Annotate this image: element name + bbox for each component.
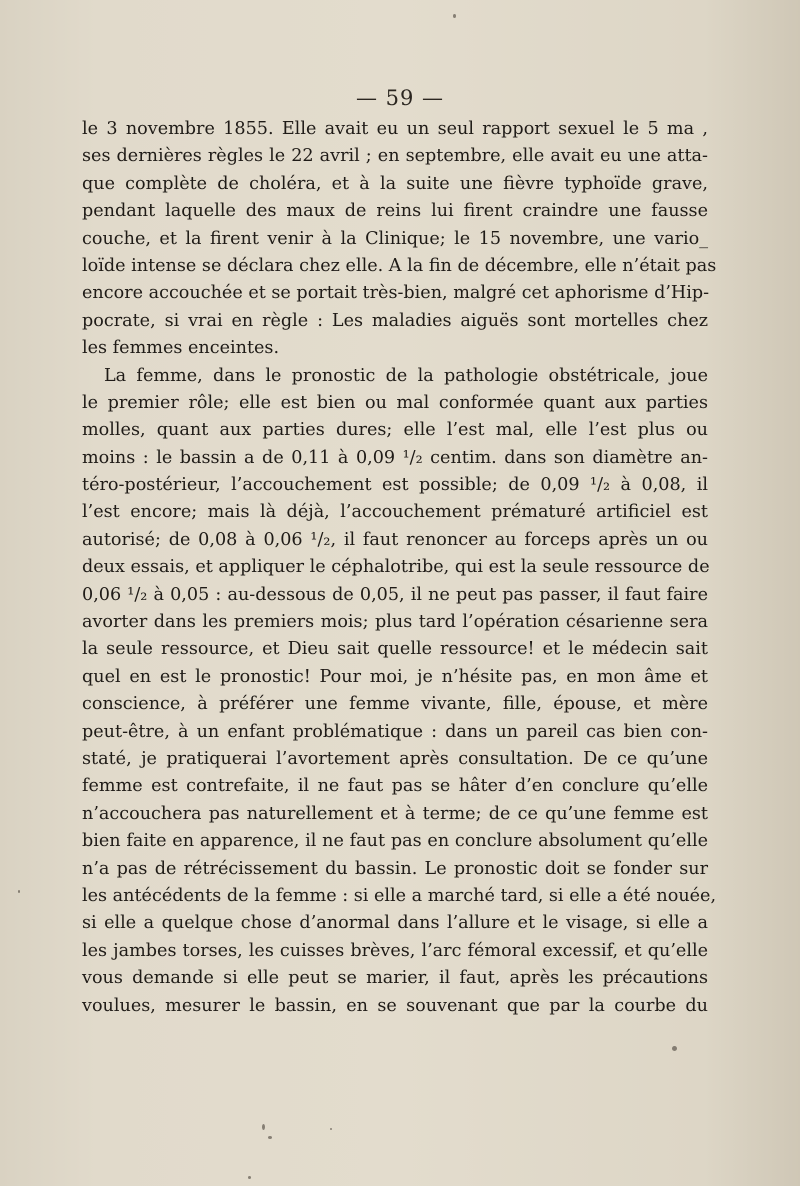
text-line: n’accouchera pas naturellement et à terme; de ce qu’une femme est — [82, 803, 708, 824]
body-text — [82, 116, 717, 1020]
text-line: les jambes torses, les cuisses brèves, l’arc fémoral excessif, et qu’elle — [82, 940, 708, 961]
text-line: voulues, mesurer le bassin, en se souvenant que par la courbe du — [82, 995, 708, 1016]
paragraph-start-line: La femme, dans le pronostic de la pathologie obstétricale, joue — [104, 365, 708, 386]
paper-speck — [262, 1124, 265, 1130]
paper-speck — [672, 1046, 677, 1051]
text-line: la seule ressource, et Dieu sait quelle ressource! et le médecin sait — [82, 639, 708, 660]
text-line: bien faite en apparence, il ne faut pas en conclure absolument qu’elle — [82, 831, 708, 852]
text-line: moins : le bassin a de 0,11 à 0,09 ¹/₂ centim. dans son diamètre an- — [82, 447, 708, 468]
page-number: — 59 — — [355, 86, 445, 110]
text-line: ses dernières règles le 22 avril ; en septembre, elle avait eu une atta- — [82, 146, 708, 167]
text-line: staté, je pratiquerai l’avortement après consultation. De ce qu’une — [82, 748, 708, 769]
text-line: l’est encore; mais là déjà, l’accouchement prématuré artificiel est — [82, 502, 708, 523]
text-line: les femmes enceintes. — [82, 338, 280, 359]
paper-speck — [248, 1176, 251, 1179]
text-line: les antécédents de la femme : si elle a marché tard, si elle a été nouée, — [82, 885, 717, 906]
paper-speck — [268, 1136, 272, 1139]
paper-speck — [453, 14, 456, 18]
text-line: couche, et la firent venir à la Clinique; le 15 novembre, une vario_ — [82, 228, 708, 249]
text-line: téro-postérieur, l’accouchement est possible; de 0,09 ¹/₂ à 0,08, il — [82, 475, 708, 496]
text-line: pendant laquelle des maux de reins lui firent craindre une fausse — [82, 201, 708, 222]
text-line: pocrate, si vrai en règle : Les maladies aiguës sont mortelles chez — [82, 310, 708, 331]
text-line: que complète de choléra, et à la suite une fièvre typhoïde grave, — [82, 173, 708, 194]
text-line: deux essais, et appliquer le céphalotribe, qui est la seule ressource de — [82, 557, 710, 578]
text-line: molles, quant aux parties dures; elle l’est mal, elle l’est plus ou — [82, 420, 708, 441]
text-line: n’a pas de rétrécissement du bassin. Le pronostic doit se fonder sur — [82, 858, 708, 879]
text-line: femme est contrefaite, il ne faut pas se hâter d’en conclure qu’elle — [82, 776, 708, 797]
text-line: 0,06 ¹/₂ à 0,05 : au-dessous de 0,05, il ne peut pas passer, il faut faire — [82, 584, 708, 605]
text-line: avorter dans les premiers mois; plus tard l’opération césarienne sera — [82, 612, 708, 633]
paper-speck — [330, 1128, 332, 1130]
text-line: le 3 novembre 1855. Elle avait eu un seul rapport sexuel le 5 ma , — [82, 119, 708, 139]
paper-speck — [18, 890, 20, 893]
text-line: vous demande si elle peut se marier, il faut, après les précautions — [82, 968, 708, 989]
text-line: conscience, à préférer une femme vivante, fille, épouse, et mère — [82, 694, 708, 715]
text-line: peut-être, à un enfant problématique : dans un pareil cas bien con- — [82, 721, 708, 742]
text-line: quel en est le pronostic! Pour moi, je n’hésite pas, en mon âme et — [82, 666, 708, 687]
text-line: loïde intense se déclara chez elle. A la fin de décembre, elle n’était pas — [82, 255, 717, 276]
text-line: encore accouchée et se portait très-bien, malgré cet aphorisme d’Hip- — [82, 283, 710, 304]
text-line: le premier rôle; elle est bien ou mal conformée quant aux parties — [82, 392, 708, 413]
text-line: si elle a quelque chose d’anormal dans l’allure et le visage, si elle a — [82, 913, 708, 934]
text-line: autorisé; de 0,08 à 0,06 ¹/₂, il faut renoncer au forceps après un ou — [82, 529, 708, 550]
